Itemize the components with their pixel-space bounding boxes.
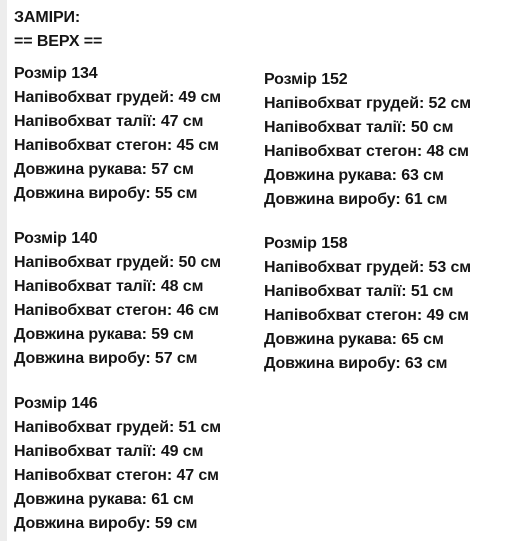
chest-measurement: Напівобхват грудей: 49 см [14,89,222,106]
section-top-label: == ВЕРХ == [14,33,103,50]
sleeve-length: Довжина рукава: 61 см [14,491,194,508]
size-block-146 [14,392,221,536]
garment-length: Довжина виробу: 59 см [14,515,198,532]
size-heading: Розмір 146 [14,395,98,412]
size-block-152 [264,68,471,212]
size-block-158 [264,232,471,376]
measurements-title: ЗАМІРИ: [14,9,81,26]
size-heading: Розмір 152 [264,71,348,88]
waist-measurement: Напівобхват талії: 48 см [14,278,204,295]
size-heading: Розмір 140 [14,230,98,247]
chest-measurement: Напівобхват грудей: 50 см [14,254,222,271]
waist-measurement: Напівобхват талії: 47 см [14,113,204,130]
waist-measurement: Напівобхват талії: 50 см [264,119,454,136]
size-block-140 [14,227,221,371]
sleeve-length: Довжина рукава: 63 см [264,167,444,184]
garment-length: Довжина виробу: 57 см [14,350,198,367]
sleeve-length: Довжина рукава: 57 см [14,161,194,178]
garment-length: Довжина виробу: 63 см [264,355,448,372]
garment-length: Довжина виробу: 55 см [14,185,198,202]
hips-measurement: Напівобхват стегон: 45 см [14,137,219,154]
sleeve-length: Довжина рукава: 65 см [264,331,444,348]
size-heading: Розмір 134 [14,65,98,82]
left-edge-strip [0,0,7,541]
hips-measurement: Напівобхват стегон: 48 см [264,143,469,160]
hips-measurement: Напівобхват стегон: 49 см [264,307,469,324]
garment-length: Довжина виробу: 61 см [264,191,448,208]
measurements-header [14,6,102,54]
chest-measurement: Напівобхват грудей: 52 см [264,95,472,112]
sleeve-length: Довжина рукава: 59 см [14,326,194,343]
hips-measurement: Напівобхват стегон: 46 см [14,302,219,319]
waist-measurement: Напівобхват талії: 49 см [14,443,204,460]
size-heading: Розмір 158 [264,235,348,252]
chest-measurement: Напівобхват грудей: 51 см [14,419,222,436]
size-block-134 [14,62,221,206]
hips-measurement: Напівобхват стегон: 47 см [14,467,219,484]
waist-measurement: Напівобхват талії: 51 см [264,283,454,300]
chest-measurement: Напівобхват грудей: 53 см [264,259,472,276]
